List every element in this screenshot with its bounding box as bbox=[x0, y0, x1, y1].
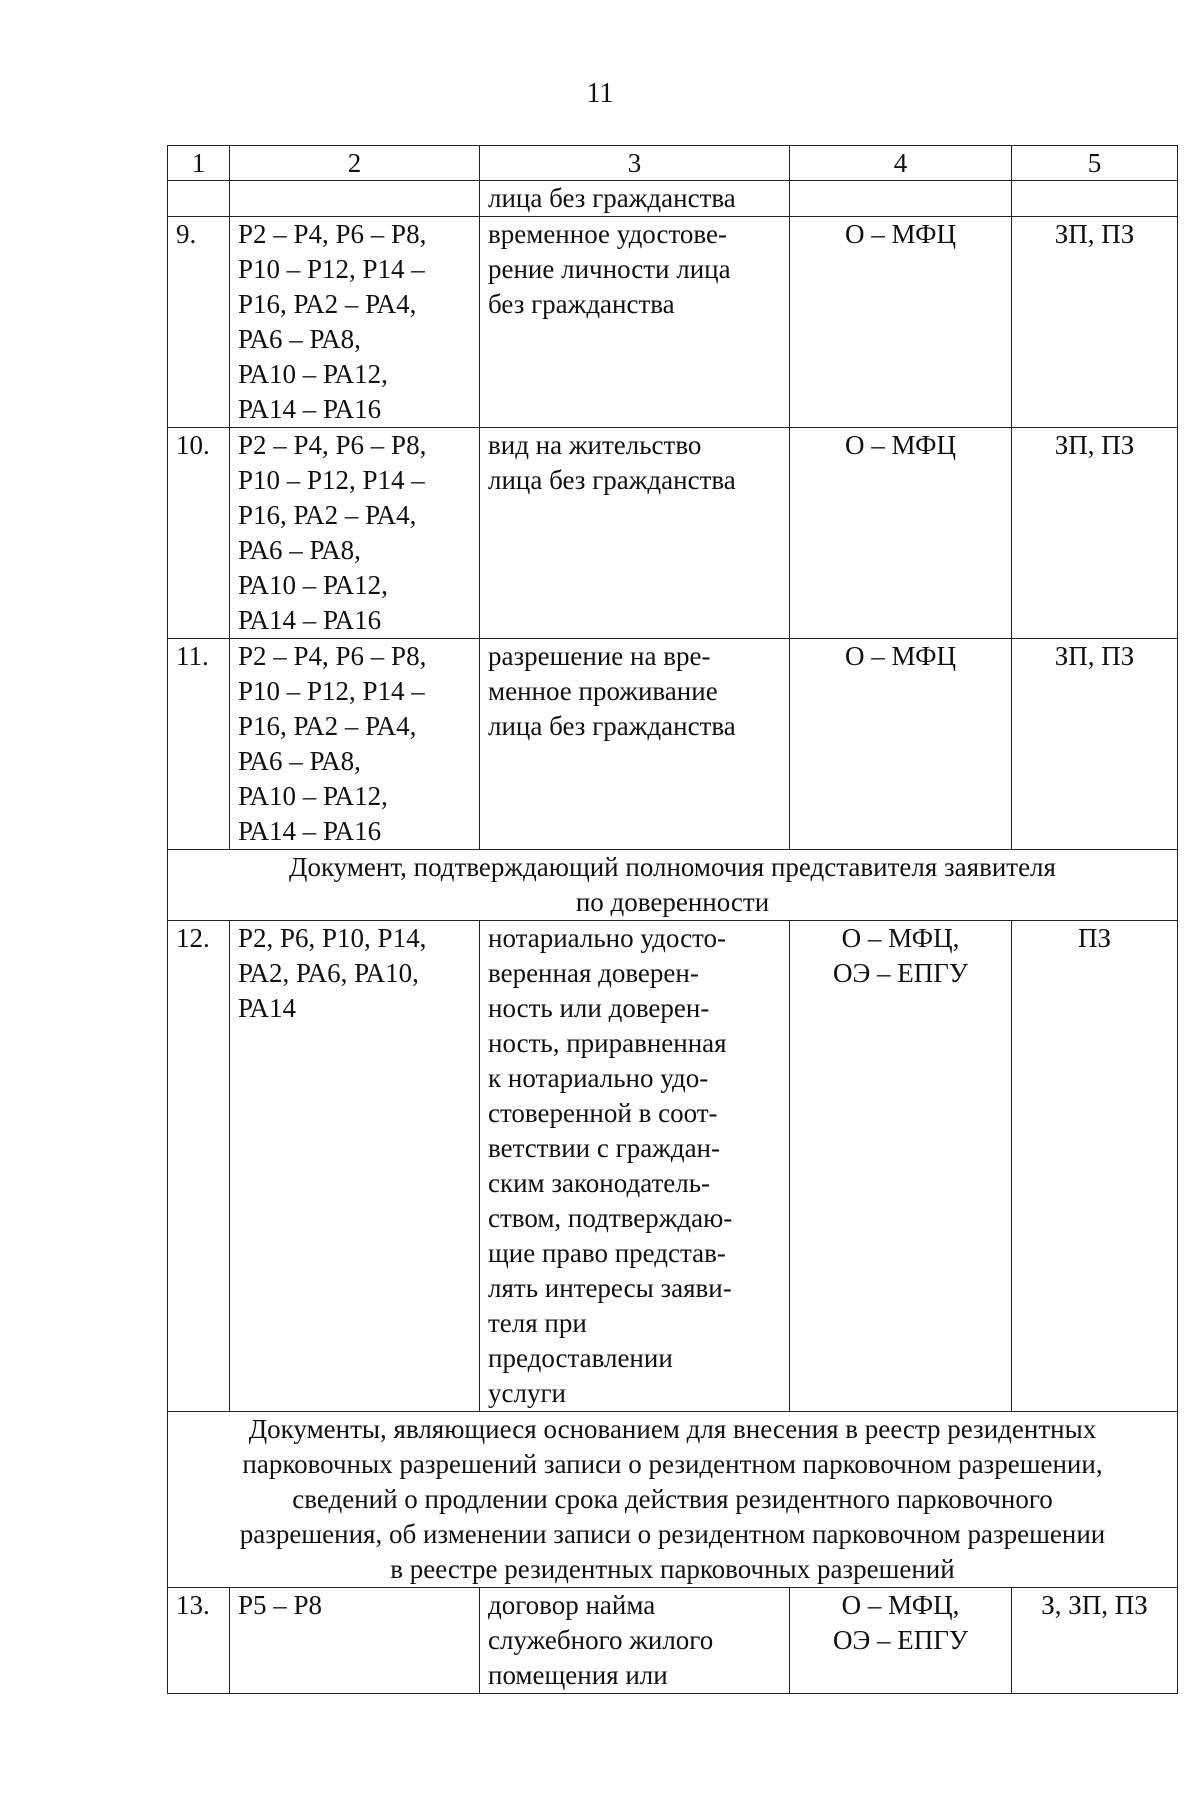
submission-method: О – МФЦ, ОЭ – ЕПГУ bbox=[790, 921, 1012, 1412]
document-form: З, ЗП, ПЗ bbox=[1012, 1588, 1178, 1694]
document-name: вид на жительство лица без гражданства bbox=[480, 428, 790, 639]
document-form: ПЗ bbox=[1012, 921, 1178, 1412]
document-form: ЗП, ПЗ bbox=[1012, 217, 1178, 428]
document-name: договор найма служебного жилого помещения или bbox=[480, 1588, 790, 1694]
row-number: 10. bbox=[168, 428, 230, 639]
document-name: временное удостове- рение личности лица без гражданства bbox=[480, 217, 790, 428]
table-row bbox=[168, 217, 1178, 428]
section-row bbox=[168, 1412, 1178, 1588]
column-header-4: 4 bbox=[790, 146, 1012, 181]
section-row bbox=[168, 850, 1178, 921]
document-form: ЗП, ПЗ bbox=[1012, 639, 1178, 850]
column-header-5: 5 bbox=[1012, 146, 1178, 181]
column-header-2: 2 bbox=[230, 146, 480, 181]
section-heading-registry: Документы, являющиеся основанием для внесения в реестр резидентных парковочных разрешений записи о резидентном парковочном разрешении, сведений о продлении срока действия резидентного парковочного разрешения, об изменении записи о резидентном парковочном разрешении в реестре резидентных парковочных разрешений bbox=[168, 1412, 1178, 1588]
row-number: 9. bbox=[168, 217, 230, 428]
submission-method: О – МФЦ, ОЭ – ЕПГУ bbox=[790, 1588, 1012, 1694]
submission-method: О – МФЦ bbox=[790, 639, 1012, 850]
table-row bbox=[168, 639, 1178, 850]
applicant-codes: Р2 – Р4, Р6 – Р8, Р10 – Р12, Р14 – Р16, РА2 – РА4, РА6 – РА8, РА10 – РА12, РА14 – РА16 bbox=[230, 428, 480, 639]
applicant-codes: Р5 – Р8 bbox=[230, 1588, 480, 1694]
section-heading-representative: Документ, подтверждающий полномочия представителя заявителя по доверенности bbox=[168, 850, 1178, 921]
applicant-codes: Р2 – Р4, Р6 – Р8, Р10 – Р12, Р14 – Р16, РА2 – РА4, РА6 – РА8, РА10 – РА12, РА14 – РА16 bbox=[230, 217, 480, 428]
document-form: ЗП, ПЗ bbox=[1012, 428, 1178, 639]
applicant-codes: Р2, Р6, Р10, Р14, РА2, РА6, РА10, РА14 bbox=[230, 921, 480, 1412]
table-row bbox=[168, 428, 1178, 639]
submission-method: О – МФЦ bbox=[790, 428, 1012, 639]
column-header-3: 3 bbox=[480, 146, 790, 181]
documents-table bbox=[167, 145, 1178, 1694]
row-number: 12. bbox=[168, 921, 230, 1412]
continuation-text: лица без гражданства bbox=[480, 181, 790, 217]
submission-method: О – МФЦ bbox=[790, 217, 1012, 428]
row-number: 13. bbox=[168, 1588, 230, 1694]
table-row bbox=[168, 921, 1178, 1412]
applicant-codes: Р2 – Р4, Р6 – Р8, Р10 – Р12, Р14 – Р16, РА2 – РА4, РА6 – РА8, РА10 – РА12, РА14 – РА16 bbox=[230, 639, 480, 850]
document-name: нотариально удосто- веренная доверен- ность или доверен- ность, приравненная к нотариально удо- стоверенной в соот- ветствии с граждан- ским законодатель- ством, подтверждаю- щие право представ- лять интересы заяви- теля при предоставлении услуги bbox=[480, 921, 790, 1412]
page-number: 11 bbox=[586, 78, 614, 109]
table-row bbox=[168, 1588, 1178, 1694]
document-name: разрешение на вре- менное проживание лица без гражданства bbox=[480, 639, 790, 850]
row-number: 11. bbox=[168, 639, 230, 850]
column-header-1: 1 bbox=[168, 146, 230, 181]
table-row bbox=[168, 181, 1178, 217]
table-header-row bbox=[168, 146, 1178, 181]
